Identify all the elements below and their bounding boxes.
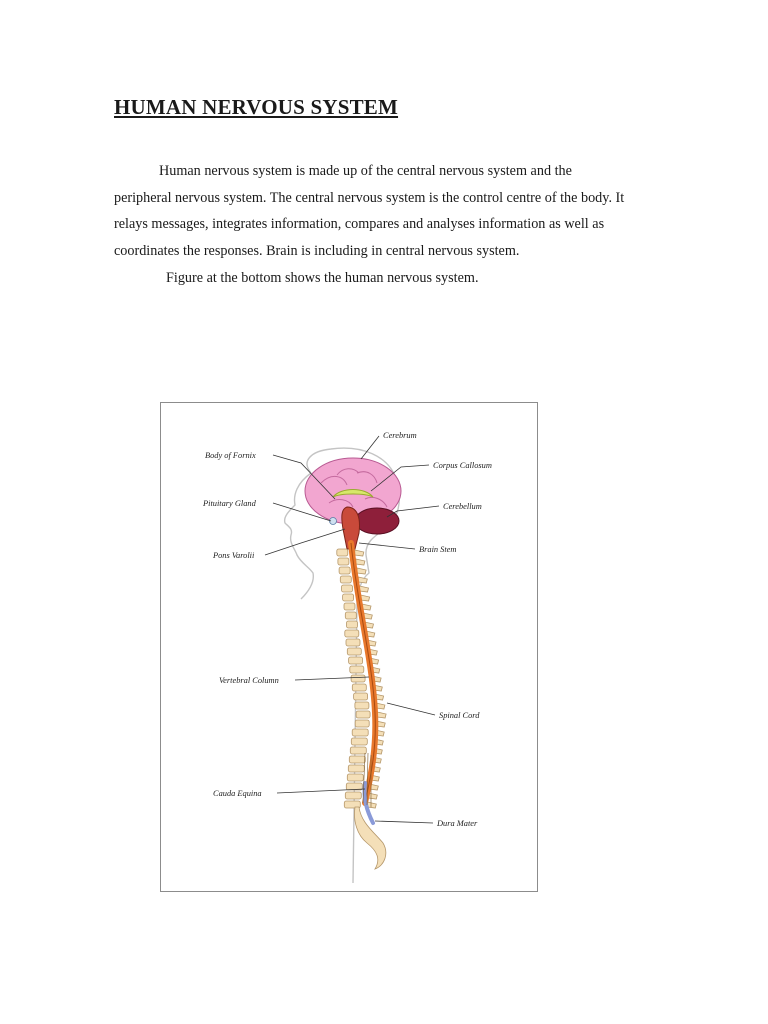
vertebra-process [358, 577, 367, 583]
vertebra [356, 711, 370, 718]
vertebra [339, 567, 350, 574]
vertebra-process [377, 712, 386, 718]
vertebra [347, 621, 358, 628]
vertebra [345, 792, 361, 799]
vertebra [345, 630, 359, 637]
vertebral-column-shape [337, 549, 386, 808]
vertebra [355, 702, 369, 709]
vertebra [350, 666, 364, 673]
label-corpus-callosum: Corpus Callosum [433, 461, 492, 470]
vertebra [352, 729, 368, 736]
body-paragraph [114, 158, 654, 264]
label-dura-mater: Dura Mater [437, 819, 478, 828]
vertebra [349, 756, 365, 763]
vertebra [343, 594, 354, 601]
label-body-of-fornix: Body of Fornix [205, 451, 256, 460]
vertebra [347, 774, 363, 781]
paragraph-line: Human nervous system is made up of the central nervous system and the [159, 163, 572, 179]
nervous-system-figure [160, 402, 538, 892]
vertebra [346, 639, 360, 646]
label-pituitary-gland: Pituitary Gland [203, 499, 256, 508]
nervous-system-illustration [161, 403, 537, 891]
label-vertebral-column: Vertebral Column [219, 676, 279, 685]
label-spinal-cord: Spinal Cord [439, 711, 480, 720]
vertebra [345, 612, 356, 619]
paragraph-line: coordinates the responses. Brain is including in central nervous system. [114, 242, 520, 259]
vertebra [349, 657, 363, 664]
label-cerebellum: Cerebellum [443, 502, 482, 511]
label-cauda-equina: Cauda Equina [213, 789, 262, 798]
figure-caption: Figure at the bottom shows the human nervous system. [166, 270, 479, 286]
cerebellum-shape [355, 508, 399, 534]
vertebra-process [355, 550, 364, 556]
vertebra [340, 576, 351, 583]
page-title: HUMAN NERVOUS SYSTEM [114, 95, 399, 119]
vertebra [351, 738, 367, 745]
vertebra [347, 648, 361, 655]
vertebra [352, 684, 366, 691]
paragraph-line: relays messages, integrates information, compares and analyses information as well as [114, 216, 605, 232]
vertebra-process [356, 559, 365, 565]
paragraph-line: peripheral nervous system. The central nervous system is the control centre of the body. It [114, 189, 625, 206]
vertebra [342, 585, 353, 592]
vertebra [338, 558, 349, 565]
vertebra [351, 675, 365, 682]
label-cerebrum: Cerebrum [383, 431, 417, 440]
label-brain-stem: Brain Stem [419, 545, 457, 554]
vertebra [354, 693, 368, 700]
vertebra-process [357, 568, 366, 574]
vertebra [337, 549, 348, 556]
vertebra-process [360, 586, 369, 592]
label-pons-varolii: Pons Varolii [213, 551, 255, 560]
vertebra [348, 765, 364, 772]
vertebra [344, 603, 355, 610]
vertebra [350, 747, 366, 754]
vertebra [355, 720, 369, 727]
